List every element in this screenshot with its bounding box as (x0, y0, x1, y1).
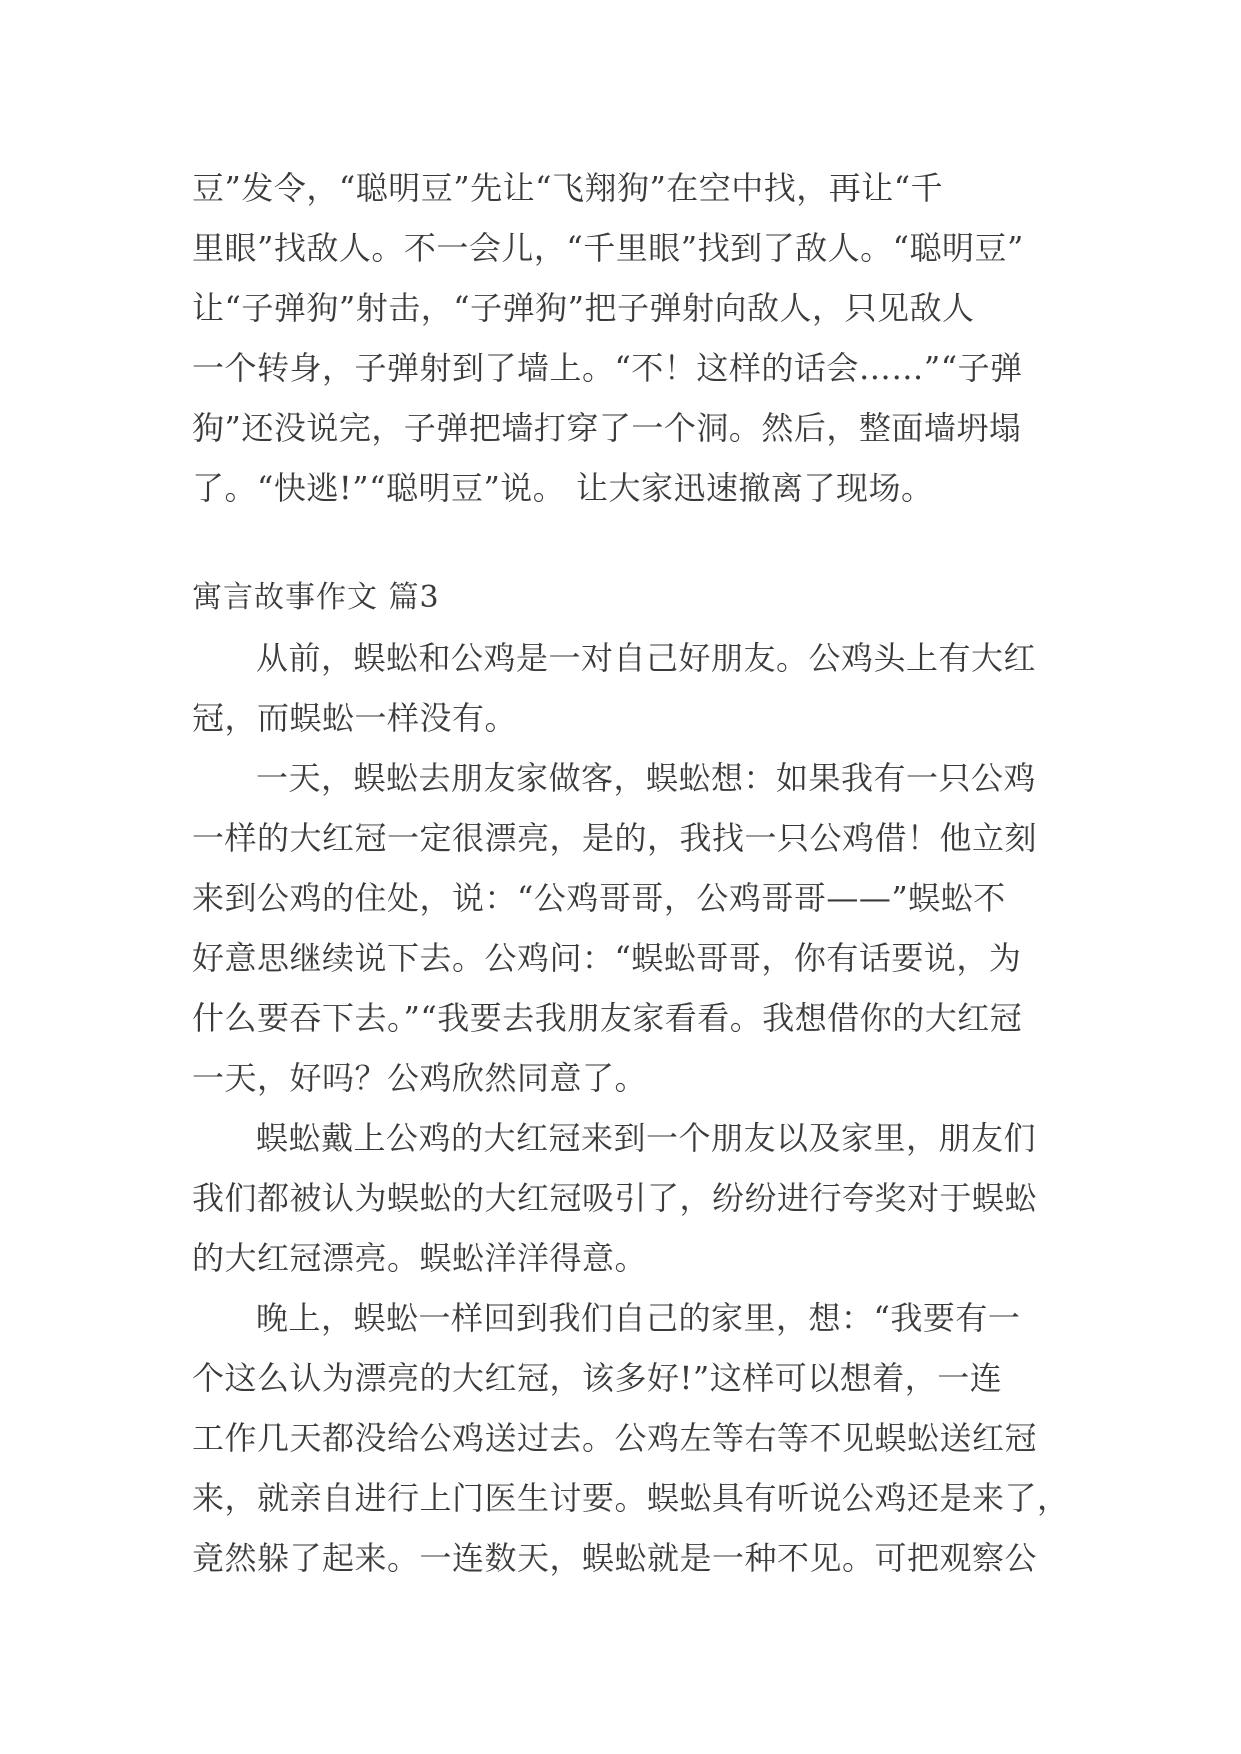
text-line: 豆”发令，“聪明豆”先让“飞翔狗”在空中找，再让“千 (192, 169, 944, 207)
text-line: 一样的大红冠一定很漂亮，是的，我找一只公鸡借！他立刻 (192, 819, 1038, 857)
text-line: 个这么认为漂亮的大红冠，该多好!”这样可以想着，一连 (192, 1359, 1003, 1397)
text-line: 狗”还没说完，子弹把墙打穿了一个洞。然后，整面墙坍塌 (192, 409, 1022, 447)
paragraph (192, 628, 1052, 748)
text-line: 晚上，蜈蚣一样回到我们自己的家里，想：“我要有一 (256, 1299, 1021, 1337)
text-line: 来，就亲自进行上门医生讨要。蜈蚣具有听说公鸡还是来了， (192, 1479, 1070, 1517)
intro-paragraph (192, 158, 1052, 518)
text-line: 竟然躲了起来。一连数天，蜈蚣就是一种不见。可把观察公 (192, 1539, 1038, 1577)
text-line: 工作几天都没给公鸡送过去。公鸡左等右等不见蜈蚣送红冠 (192, 1419, 1038, 1457)
paragraph (192, 1108, 1052, 1288)
text-line: 一个转身，子弹射到了墙上。“不！这样的话会……”“子弹 (192, 349, 1023, 387)
text-line: 从前，蜈蚣和公鸡是一对自己好朋友。公鸡头上有大红 (256, 639, 1037, 677)
text-line: 我们都被认为蜈蚣的大红冠吸引了，纷纷进行夸奖对于蜈蚣 (192, 1179, 1038, 1217)
paragraph (192, 748, 1052, 1108)
text-line: 蜈蚣戴上公鸡的大红冠来到一个朋友以及家里，朋友们 (256, 1119, 1037, 1157)
text-line: 一天，好吗？公鸡欣然同意了。 (192, 1059, 648, 1097)
document-body (192, 158, 1070, 1588)
text-line: 一天，蜈蚣去朋友家做客，蜈蚣想：如果我有一只公鸡 (256, 759, 1037, 797)
text-line: 什么要吞下去。”“我要去我朋友家看看。我想借你的大红冠 (192, 999, 1023, 1037)
text-line: 来到公鸡的住处，说：“公鸡哥哥，公鸡哥哥——”蜈蚣不 (192, 879, 1006, 917)
section-heading: 寓言故事作文 篇3 (192, 580, 440, 615)
text-line: 了。“快逃!”“聪明豆”说。 让大家迅速撤离了现场。 (192, 469, 934, 507)
text-line: 好意思继续说下去。公鸡问：“蜈蚣哥哥，你有话要说，为 (192, 939, 1022, 977)
paragraph (192, 1288, 1070, 1588)
text-line: 里眼”找敌人。不一会儿，“千里眼”找到了敌人。“聪明豆” (192, 229, 1024, 267)
text-line: 让“子弹狗”射击，“子弹狗”把子弹射向敌人，只见敌人 (192, 289, 975, 327)
text-line: 冠，而蜈蚣一样没有。 (192, 699, 518, 737)
text-line: 的大红冠漂亮。蜈蚣洋洋得意。 (192, 1239, 648, 1277)
